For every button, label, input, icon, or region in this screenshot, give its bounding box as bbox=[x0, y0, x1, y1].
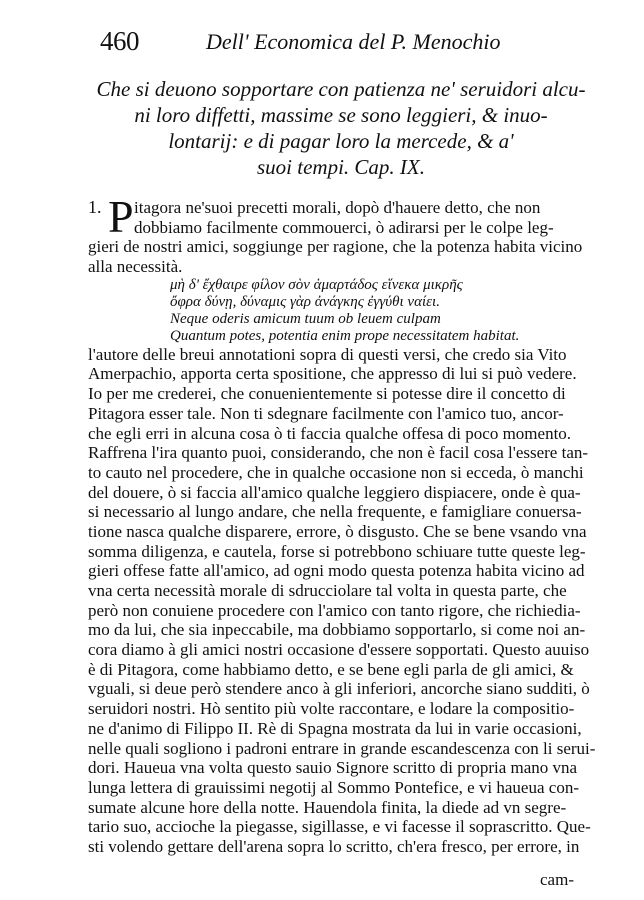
text-line: Raffrena l'ira quanto puoi, considerando, che non è facil cosa l'essere tan- bbox=[88, 443, 589, 463]
greek-verse-line: μὴ δ' ἔχθαιρε φίλον σὸν ἁμαρτάδος εἵνεκα μικρῆς bbox=[170, 276, 463, 293]
paragraph-number: 1. bbox=[88, 197, 102, 217]
text-line: vna certa necessità morale di sdrucciolare tal volta in questa parte, che bbox=[88, 581, 567, 600]
text-line: Pitagora esser tale. Non ti sdegnare facilmente con l'amico tuo, ancor- bbox=[88, 403, 564, 423]
text-line: gieri de nostri amici, soggiunge per ragione, che la potenza habita vicino bbox=[88, 237, 583, 257]
text-line: gieri offese fatte all'amico, ad ogni modo questa potenza habita vicino ad bbox=[88, 561, 585, 581]
running-title: Dell' Economica del P. Menochio bbox=[206, 29, 501, 54]
text-line: seruidori nostri. Hò sentito più volte raccontare, e lodare la compositio- bbox=[88, 699, 575, 719]
chapter-title bbox=[96, 76, 586, 180]
catchword: cam- bbox=[540, 870, 574, 889]
body-text bbox=[88, 191, 603, 857]
text-line: somma diligenza, e cautela, forse si potrebbono schiuare tutte queste leg- bbox=[88, 541, 586, 561]
latin-verse-line: Neque oderis amicum tuum ob leuem culpam bbox=[170, 310, 441, 327]
text-line: però non conuiene procedere con l'amico con tanto rigore, che richiedia- bbox=[88, 600, 581, 620]
text-line: alla necessità. bbox=[88, 257, 183, 277]
chapter-title-line: lontarij: e di pagar loro la mercede, & a' bbox=[168, 129, 514, 153]
text-line: Amerpachio, apporta certa spositione, che appresso di lui si può vedere. bbox=[88, 364, 577, 384]
text-line: cora diamo à gli amici nostri occasione d'essere sopportati. Questo auuiso bbox=[88, 640, 590, 660]
text-line: mo da lui, che sia inpeccabile, ma dobbiamo sopportarlo, si come noi an- bbox=[88, 620, 586, 640]
text-line: lunga lettera di grauissimi negotij al Sommo Pontefice, e vi haueua con- bbox=[88, 777, 579, 797]
page-header bbox=[100, 26, 600, 56]
quoted-verses bbox=[88, 277, 603, 345]
latin-verse-line: Quantum potes, potentia enim prope necessitatem habitat. bbox=[170, 327, 520, 344]
text-line: Io per me crederei, che conuenientemente si potesse dire il concetto di bbox=[88, 384, 566, 404]
text-line: dobbiamo facilmente commouerci, ò adirarsi per le colpe leg- bbox=[134, 217, 554, 237]
text-line: nelle quali sogliono i padroni entrare in grande escandescenza con li serui- bbox=[88, 738, 596, 758]
chapter-title-line: ni loro diffetti, massime se sono leggieri, & inuo- bbox=[134, 103, 548, 127]
text-line: del douere, ò si faccia all'amico qualche leggiero dispiacere, onde è qua- bbox=[88, 482, 581, 502]
text-line: si necessario al lungo andare, che nella frequente, e famigliare conuersa- bbox=[88, 502, 582, 522]
text-line: dori. Haueua vna volta questo sauio Signore scritto di propria mano vna bbox=[88, 758, 578, 778]
text-line: tione nasca qualche disparere, errore, ò disgusto. Che se bene vsando vna bbox=[88, 521, 587, 541]
greek-verse-line: ὄφρα δύνῃ, δύναμις γὰρ ἀνάγκης ἐγγύθι ναίει. bbox=[170, 293, 440, 310]
text-line: tario suo, accioche la piegasse, sigillasse, e vi facesse il soprascritto. Que- bbox=[88, 817, 591, 837]
chapter-title-line: Che si deuono sopportare con patienza ne' seruidori alcu- bbox=[96, 77, 586, 101]
text-line: sumate alcune hore della notte. Hauendola finita, la diede ad vn segre- bbox=[88, 797, 567, 817]
drop-cap: P bbox=[108, 191, 134, 242]
chapter-title-line: suoi tempi. Cap. IX. bbox=[257, 155, 425, 179]
text-line: itagora ne'suoi precetti morali, dopò d'hauere detto, che non bbox=[134, 198, 541, 217]
text-line: l'autore delle breui annotationi sopra di questi versi, che credo sia Vito bbox=[88, 344, 567, 364]
text-line: è di Pitagora, come habbiamo detto, e se bene egli parla de gli amici, & bbox=[88, 659, 574, 679]
text-line: to cauto nel procedere, che in qualche occasione non si ecceda, ò manchi bbox=[88, 462, 584, 482]
text-line: sti volendo gettare dell'arena sopra lo scritto, ch'era fresco, per errore, in bbox=[88, 836, 580, 856]
text-line: che egli erri in alcuna cosa ò ti faccia qualche offesa di poco momento. bbox=[88, 423, 572, 443]
text-line: vguali, si deue però stendere anco à gli inferiori, ancorche siano sudditi, ò bbox=[88, 679, 590, 699]
page-number: 460 bbox=[100, 26, 139, 56]
text-line: ne d'animo di Filippo II. Rè di Spagna mostrata da lui in varie occasioni, bbox=[88, 718, 582, 738]
